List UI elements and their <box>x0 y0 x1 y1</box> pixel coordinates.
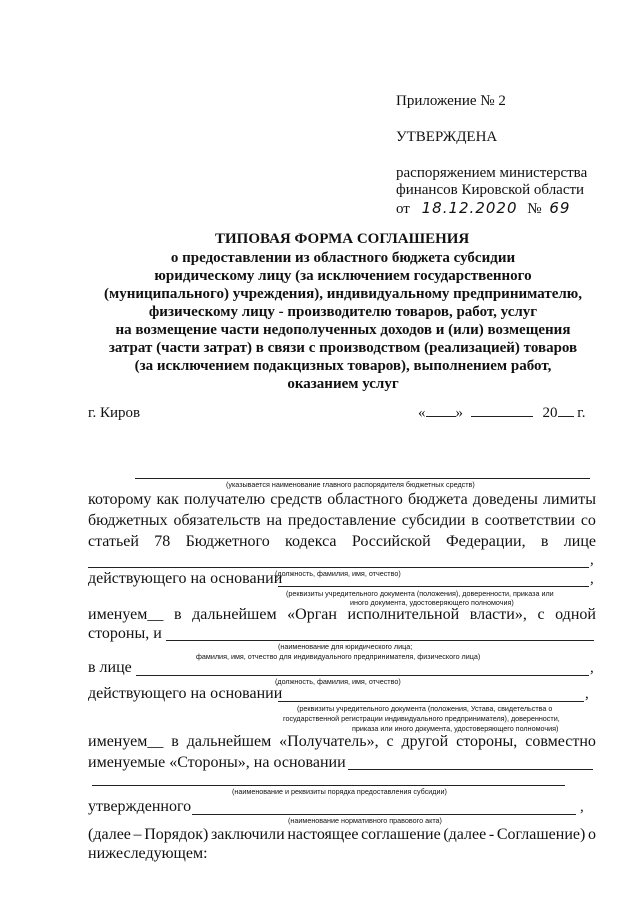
word: доведены <box>472 491 538 508</box>
named-line <box>88 606 596 624</box>
word: субсидии <box>401 512 466 529</box>
para1-line3 <box>88 533 596 551</box>
word: – <box>133 826 142 843</box>
comma: , <box>585 686 589 702</box>
hint-charter-2: государственной регистрации индивидуального предпринимателя), доверенности, <box>283 714 560 723</box>
word: Федерации, <box>446 533 526 550</box>
word: дальнейшем <box>186 733 272 750</box>
word: статьей <box>88 533 139 550</box>
comma: , <box>580 799 584 815</box>
word: одной <box>555 606 596 623</box>
word: 78 <box>154 533 171 550</box>
final-line <box>88 826 596 844</box>
word: о <box>587 826 596 843</box>
month-blank <box>471 416 533 417</box>
appendix-number: Приложение № 2 <box>396 93 506 109</box>
word: (далее <box>443 826 487 843</box>
named-recipient-line <box>88 733 596 751</box>
word: бюджета <box>408 491 468 508</box>
hint-act: (наименование нормативного правового акта) <box>288 816 442 825</box>
requisites-blank <box>278 586 589 587</box>
date-placeholder <box>418 405 585 422</box>
year-blank <box>558 416 574 417</box>
word: именуем__ <box>88 733 164 750</box>
title-line: о предоставлении из областного бюджета субсидии <box>170 250 516 266</box>
comma: , <box>590 660 594 676</box>
word: соглашение <box>361 826 441 843</box>
hint-legal-2: фамилия, имя, отчество для индивидуального предпринимателя, физического лица) <box>196 652 481 661</box>
word: на <box>266 512 283 529</box>
title-line: физическому лицу - производителю товаров, работ, услуг <box>148 304 538 320</box>
hint-charter-1: (реквизиты учредительного документа (положения, Устава, свидетельства о <box>297 704 553 713</box>
hint-procedure: (наименование и реквизиты порядка предоставления субсидии) <box>232 787 447 796</box>
order-line-2: финансов Кировской области <box>396 182 585 198</box>
para1-line2 <box>88 512 596 530</box>
comma: , <box>590 552 594 568</box>
word: соответствии <box>484 512 576 529</box>
word: как <box>156 491 179 508</box>
word: Соглашение) <box>496 826 586 843</box>
word: (далее <box>88 826 131 843</box>
title-line: на возмещение части недополученных доходов и (или) возмещения <box>115 322 571 338</box>
hint-position: (должность, фамилия, имя, отчество) <box>275 569 401 578</box>
hint-requisites-1: (реквизиты учредительного документа (положения), доверенности, приказа или <box>286 589 554 598</box>
word: Российской <box>351 533 431 550</box>
word: «Орган <box>287 606 337 623</box>
word: областного <box>327 491 403 508</box>
comma: , <box>590 571 594 587</box>
word: заключили <box>210 826 285 843</box>
jointly-label: именуемые «Стороны», на основании <box>88 754 346 771</box>
word: в <box>171 733 179 750</box>
hint-position-2: (должность, фамилия, имя, отчество) <box>275 677 401 686</box>
para1-line1 <box>88 491 596 509</box>
word: - <box>488 826 495 843</box>
order-no-label: № <box>527 201 542 217</box>
word: лимиты <box>543 491 596 508</box>
word: дальнейшем <box>192 606 277 623</box>
word: в <box>173 606 182 623</box>
order-from <box>396 199 570 218</box>
side-and-label: стороны, и <box>88 625 162 642</box>
title-line: (за исключением подакцизных товаров), выполнением работ, <box>134 358 552 374</box>
word: Порядок) <box>144 826 209 843</box>
order-line-1: распоряжением министерства <box>396 165 588 181</box>
word: которому <box>88 491 152 508</box>
acting-basis-label: действующего на основании <box>88 570 283 587</box>
act-blank <box>192 814 576 815</box>
title-line: юридическому лицу (за исключением государственного <box>154 268 532 284</box>
hint-requisites-2: иного документа, удостоверяющего полномочия) <box>350 598 514 607</box>
person-blank <box>136 675 589 676</box>
word: настоящее <box>287 826 359 843</box>
word: в <box>471 512 479 529</box>
city: г. Киров <box>88 405 141 421</box>
final-line-2: нижеследующем: <box>88 845 208 862</box>
approved-label: УТВЕРЖДЕНА <box>396 129 498 145</box>
title-line: оказанием услуг <box>287 376 399 392</box>
position-blank <box>88 567 589 568</box>
title-line: (муниципального) учреждения), индивидуальному предпринимателю, <box>104 286 582 302</box>
counterparty-blank <box>166 640 594 641</box>
acting-basis-2-label: действующего на основании <box>88 685 283 702</box>
word: со <box>580 512 596 529</box>
word: «Получатель», <box>279 733 379 750</box>
title-line: затрат (части затрат) в связи с производством (реализацией) товаров <box>108 340 578 356</box>
procedure-blank <box>92 785 565 786</box>
word: именуем__ <box>88 606 164 623</box>
open-quote: « <box>418 405 426 421</box>
order-from-label: от <box>396 201 410 217</box>
charter-blank <box>278 701 584 702</box>
order-date-handwritten: 18.12.2020 <box>421 199 518 217</box>
word: средств <box>270 491 323 508</box>
word: предоставление <box>287 512 396 529</box>
word: кодекса <box>285 533 337 550</box>
year-prefix: 20 <box>542 405 558 421</box>
word: с <box>386 733 394 750</box>
year-suffix: г. <box>577 405 586 421</box>
approved-by-label: утвержденного <box>88 798 192 815</box>
word: исполнительной <box>347 606 460 623</box>
word: лице <box>563 533 596 550</box>
basis-blank <box>348 769 593 770</box>
close-quote: » <box>455 405 463 421</box>
word: в <box>540 533 549 550</box>
day-blank <box>426 416 456 417</box>
word: с <box>537 606 545 623</box>
document-title: ТИПОВАЯ ФОРМА СОГЛАШЕНИЯ <box>215 231 470 247</box>
hint-ministry: (указывается наименование главного распорядителя бюджетных средств) <box>226 480 475 489</box>
hint-charter-3: приказа или иного документа, удостоверяющего полномочия) <box>352 724 559 733</box>
ministry-blank <box>135 478 590 479</box>
word: обязательств <box>173 512 261 529</box>
word: совместно <box>525 733 596 750</box>
in-person-label: в лице <box>88 659 132 676</box>
order-no-handwritten: 69 <box>549 199 571 217</box>
word: другой <box>401 733 449 750</box>
word: власти», <box>469 606 527 623</box>
word: стороны, <box>456 733 518 750</box>
hint-legal-1: (наименование для юридического лица; <box>278 642 413 651</box>
word: получателю <box>184 491 266 508</box>
word: Бюджетного <box>185 533 270 550</box>
word: бюджетных <box>88 512 168 529</box>
